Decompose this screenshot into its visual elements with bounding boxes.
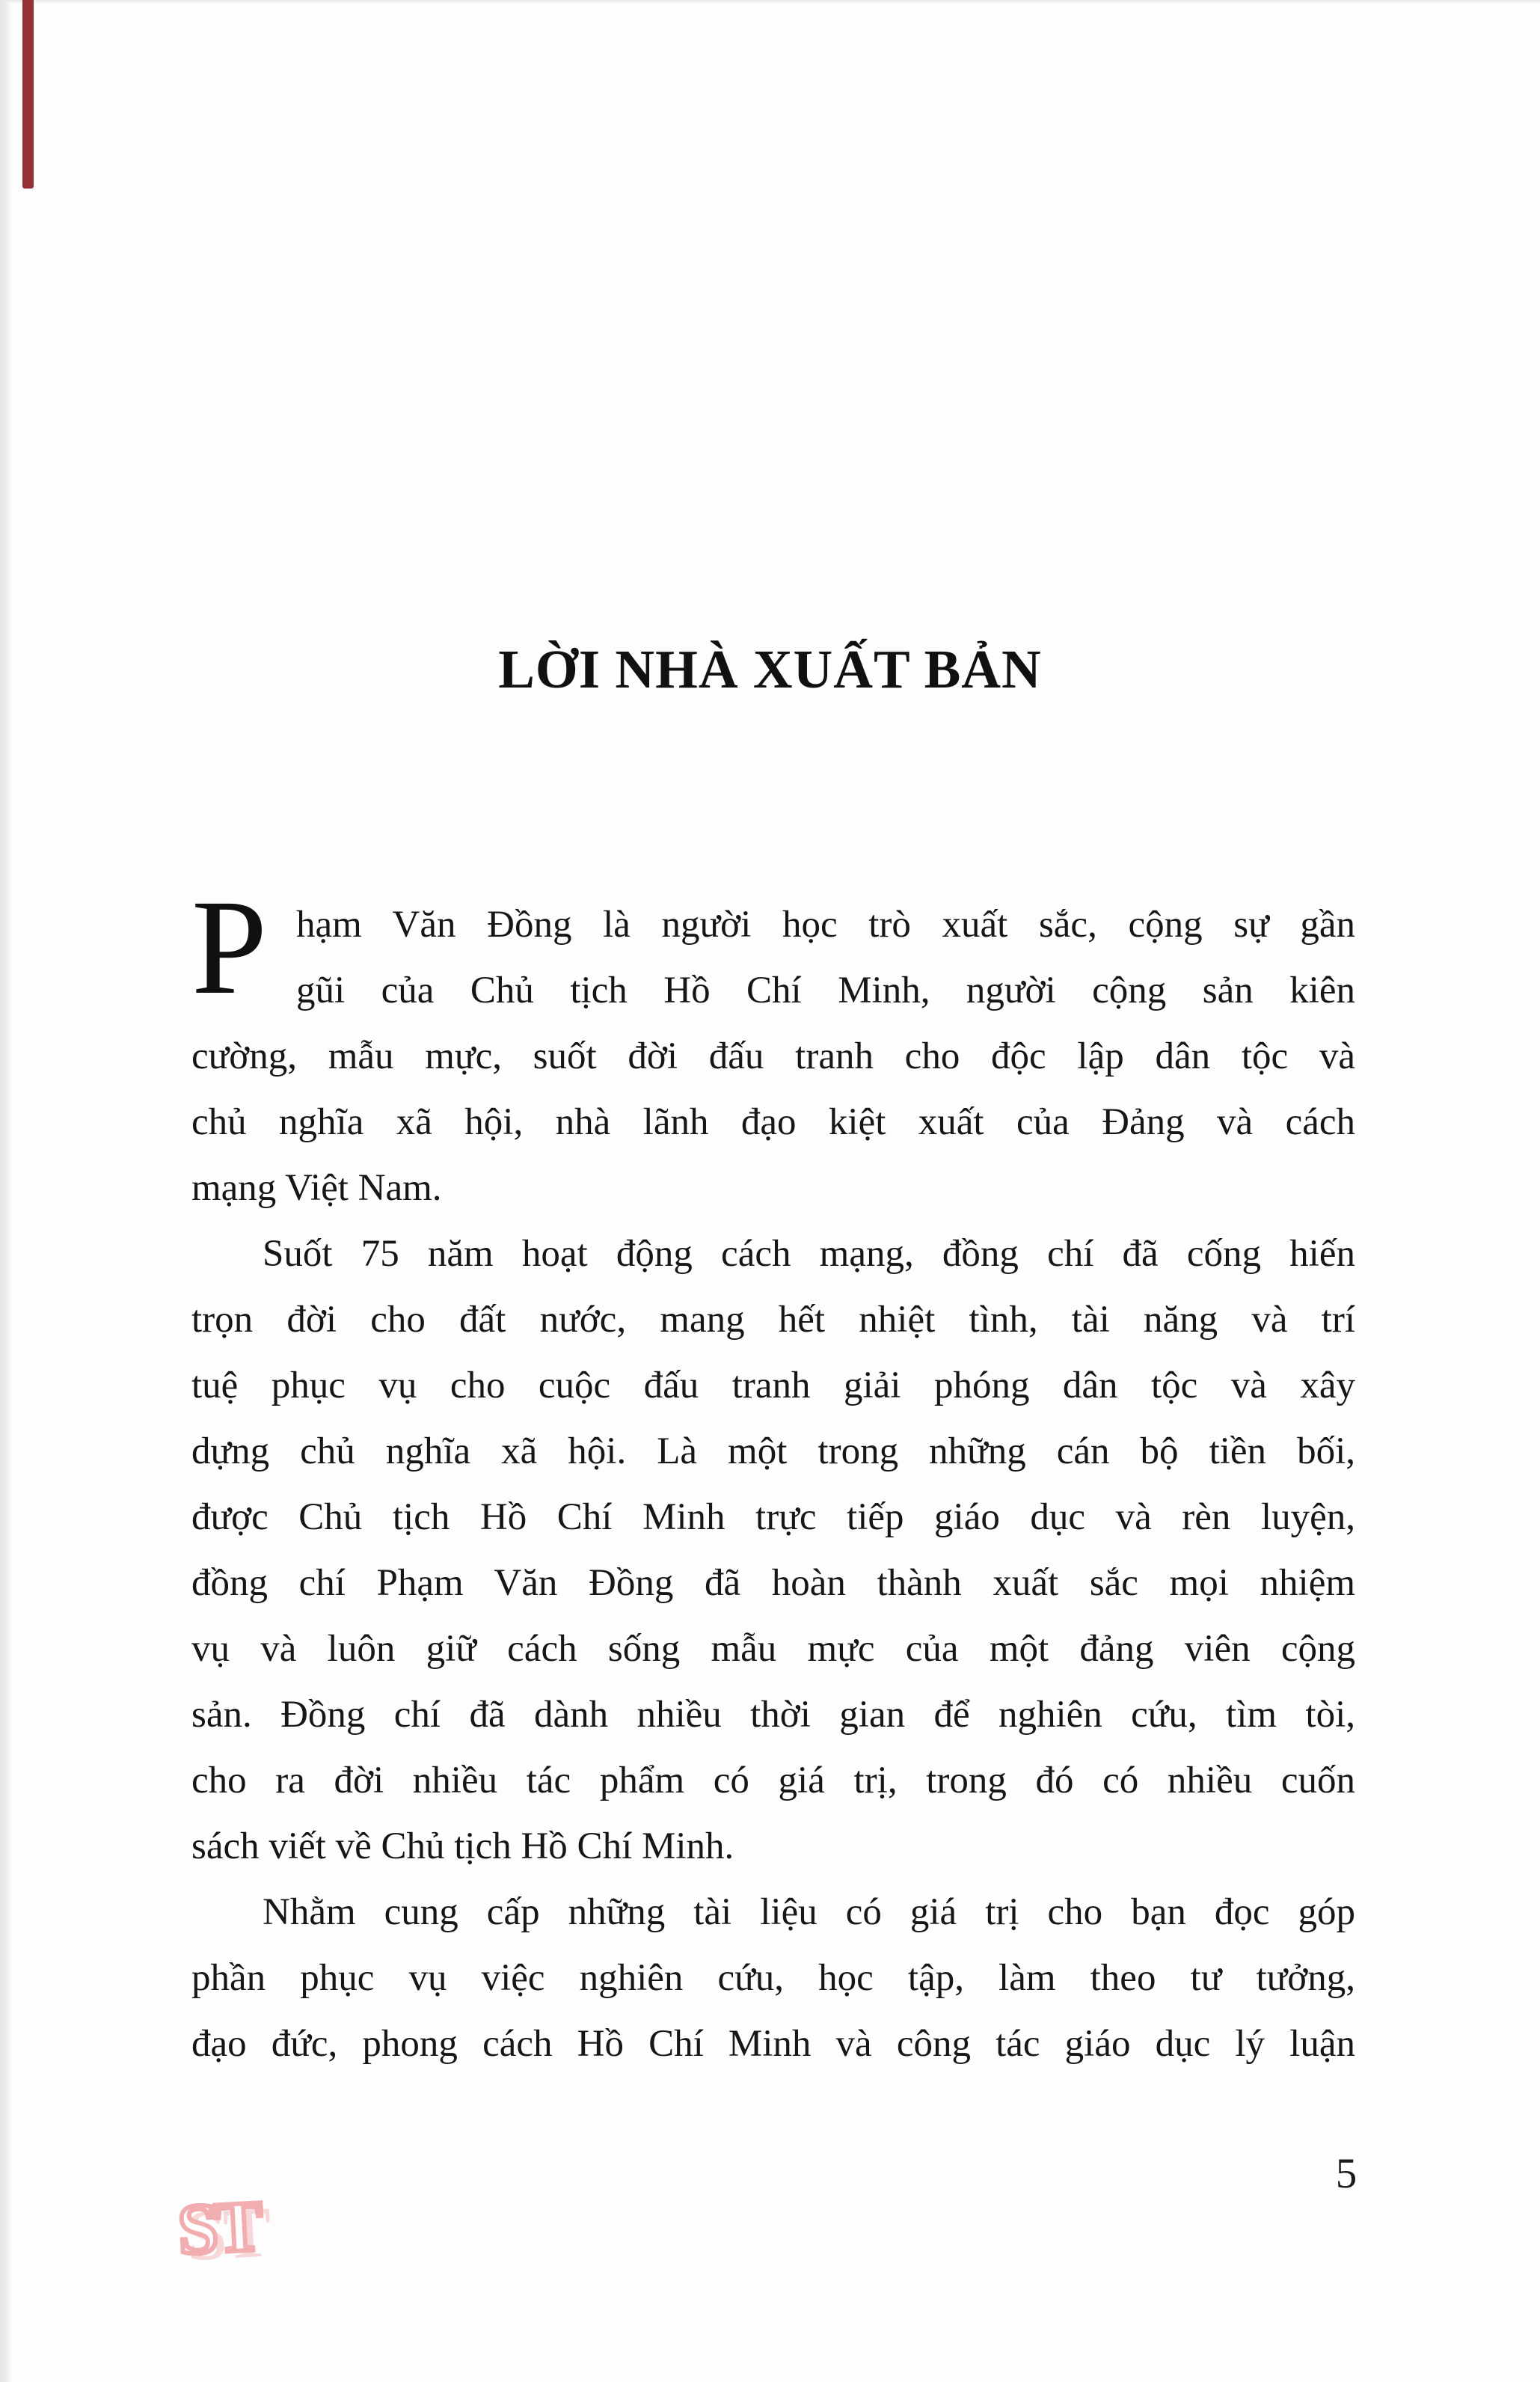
body-line: chủ nghĩa xã hội, nhà lãnh đạo kiệt xuất của Đảng và cách [191, 1101, 1355, 1143]
body-line: tuệ phục vụ cho cuộc đấu tranh giải phóng dân tộc và xây [191, 1365, 1355, 1406]
body-line: đạo đức, phong cách Hồ Chí Minh và công tác giáo dục lý luận [191, 2023, 1355, 2065]
body-line: được Chủ tịch Hồ Chí Minh trực tiếp giáo dục và rèn luyện, [191, 1496, 1355, 1538]
scan-left-edge-shadow [0, 0, 12, 2382]
page-number: 5 [1335, 2150, 1358, 2197]
body-line: Nhằm cung cấp những tài liệu có giá trị cho bạn đọc góp [263, 1891, 1355, 1933]
red-edge-mark [22, 0, 34, 189]
body-line: cường, mẫu mực, suốt đời đấu tranh cho độc lập dân tộc và [191, 1035, 1355, 1077]
body-line: sản. Đồng chí đã dành nhiều thời gian để nghiên cứu, tìm tòi, [191, 1694, 1355, 1736]
body-line: cho ra đời nhiều tác phẩm có giá trị, trong đó có nhiều cuốn [191, 1760, 1355, 1801]
body-line: mạng Việt Nam. [191, 1167, 442, 1209]
body-line: phần phục vụ việc nghiên cứu, học tập, làm theo tư tưởng, [191, 1957, 1355, 1999]
page-title: LỜI NHÀ XUẤT BẢN [498, 639, 1042, 699]
body-line: gũi của Chủ tịch Hồ Chí Minh, người cộng sản kiên [296, 970, 1355, 1011]
body-line: Suốt 75 năm hoạt động cách mạng, đồng chí đã cống hiến [263, 1233, 1355, 1275]
body-line: sách viết về Chủ tịch Hồ Chí Minh. [191, 1825, 734, 1867]
scan-top-edge-shadow [0, 0, 1540, 4]
body-line: đồng chí Phạm Văn Đồng đã hoàn thành xuất sắc mọi nhiệm [191, 1562, 1355, 1604]
body-line: trọn đời cho đất nước, mang hết nhiệt tình, tài năng và trí [191, 1299, 1355, 1341]
body-line: vụ và luôn giữ cách sống mẫu mực của một đảng viên cộng [191, 1628, 1355, 1670]
publisher-st-watermark: ST [176, 2185, 263, 2270]
body-line: dựng chủ nghĩa xã hội. Là một trong những cán bộ tiền bối, [191, 1430, 1355, 1472]
body-text [191, 872, 1355, 2077]
body-line: hạm Văn Đồng là người học trò xuất sắc, cộng sự gần [296, 904, 1355, 946]
drop-cap: P [191, 872, 268, 1023]
